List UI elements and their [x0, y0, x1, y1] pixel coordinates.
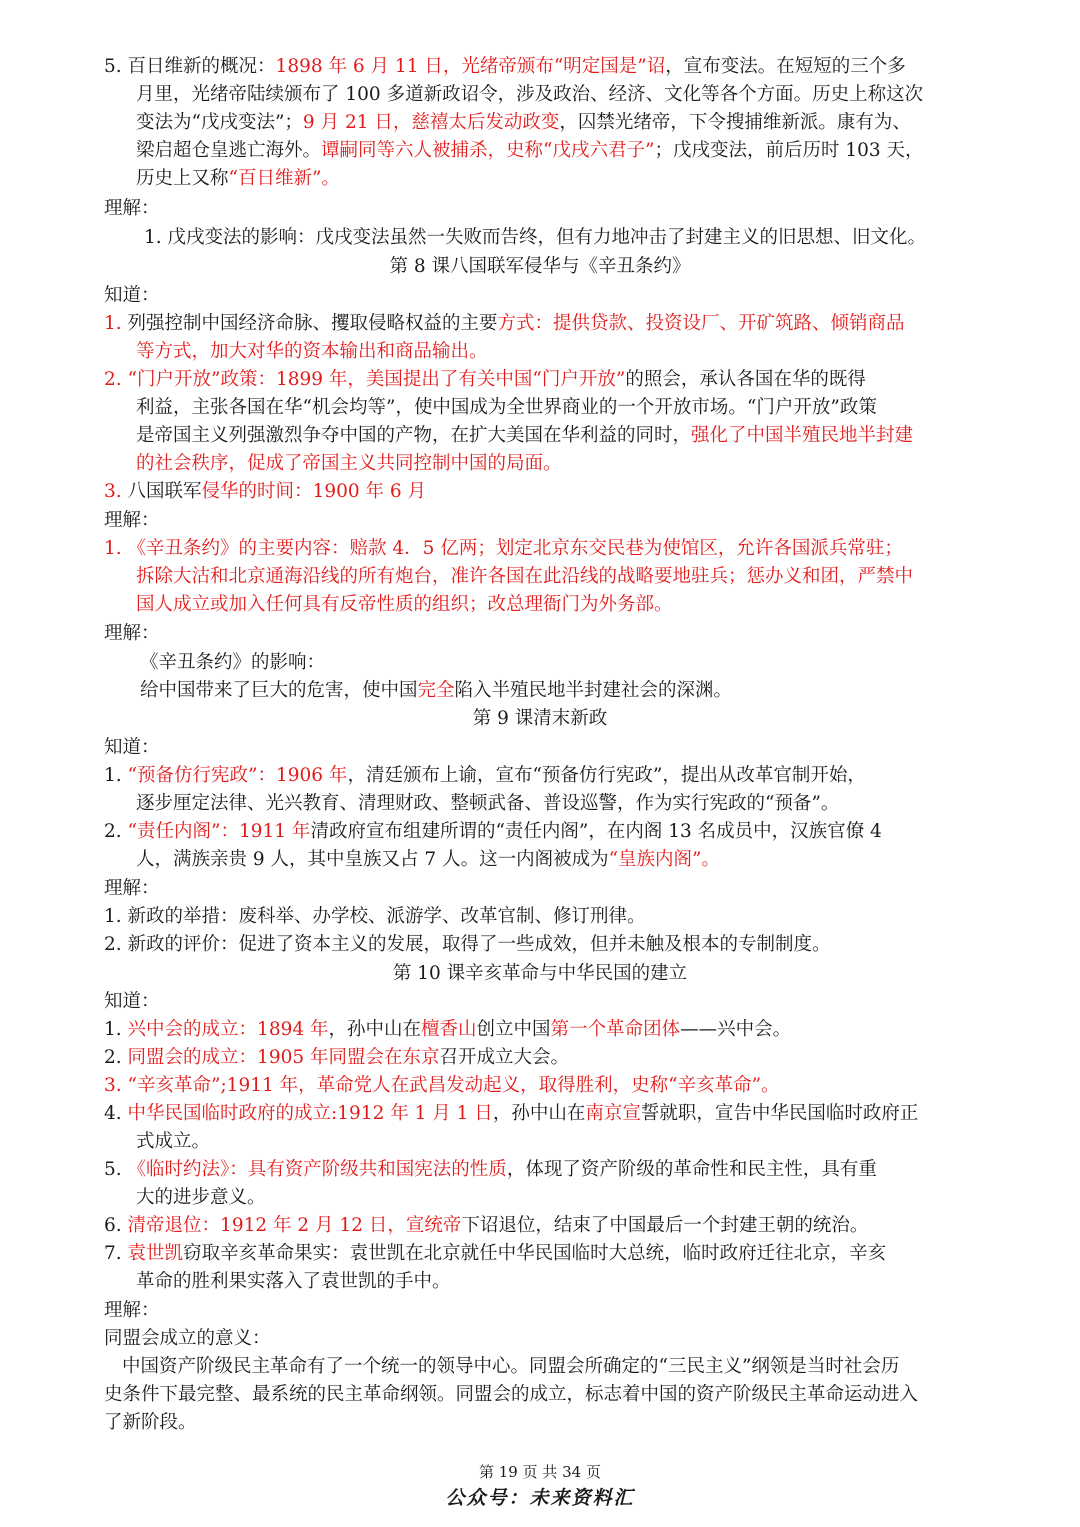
body-text: 《辛丑条约》的影响： — [140, 652, 326, 673]
text-line — [104, 1044, 569, 1072]
text-line — [104, 282, 160, 310]
text-line — [104, 1297, 160, 1325]
body-text: 5. — [104, 1159, 128, 1180]
body-text: 理解： — [104, 878, 160, 899]
text-line — [104, 535, 903, 563]
text-line — [0, 705, 1080, 733]
body-text: 第 9 课清末新政 — [472, 708, 608, 729]
text-line — [104, 818, 882, 846]
text-line — [104, 478, 426, 506]
body-text: 5. 百日维新的概况： — [104, 56, 276, 77]
body-text: ，囚禁光绪帝，下令搜捕维新派。康有为、 — [559, 112, 911, 133]
highlight-text: 同盟会的成立：1905 年同盟会在东京 — [127, 1047, 440, 1068]
text-line — [136, 1268, 451, 1296]
highlight-text: 的社会秩序，促成了帝国主义共同控制中国的局面。 — [136, 453, 562, 474]
highlight-text: 谭嗣同等六人被捕杀，史称“戊戌六君子” — [321, 140, 655, 161]
body-text: 2. — [104, 821, 128, 842]
highlight-text: 袁世凯 — [127, 1243, 184, 1264]
body-text: 6. — [104, 1215, 128, 1236]
text-line — [104, 931, 831, 959]
highlight-text: 拆除大沽和北京通海沿线的所有炮台，准许各国在此沿线的战略要地驻兵；惩办义和团，严禁中 — [136, 566, 914, 587]
text-line — [104, 875, 160, 903]
body-text: ，清廷颁布上谕，宣布“预备仿行宪政”，提出从改革官制开始， — [347, 765, 866, 786]
body-text: 1. — [104, 765, 128, 786]
body-text: 式成立。 — [136, 1131, 211, 1152]
highlight-text: 强化了中国半殖民地半封建 — [691, 425, 914, 446]
text-line — [136, 450, 562, 478]
text-line — [104, 310, 905, 338]
text-line — [0, 253, 1080, 281]
text-line — [104, 1016, 791, 1044]
text-line — [136, 137, 924, 165]
highlight-text: “皇族内阁”。 — [608, 849, 720, 870]
text-line — [136, 394, 877, 422]
body-text: 1. 新政的举措：废科举、办学校、派游学、改革官制、修订刑律。 — [104, 906, 646, 927]
body-text: 清政府宣布组建所谓的“责任内阁”，在内阁 13 名成员中，汉族官僚 4 — [310, 821, 882, 842]
text-line — [136, 790, 839, 818]
body-text: ；戊戌变法，前后历时 103 天， — [654, 140, 924, 161]
text-line — [136, 1184, 266, 1212]
text-line — [104, 1240, 886, 1268]
text-line — [104, 1409, 197, 1437]
highlight-text: 3. “辛亥革命”;1911 年，革命党人在武昌发动起义，取得胜利，史称“辛亥革命”。 — [104, 1075, 780, 1096]
body-text: 下诏退位，结束了中国最后一个封建王朝的统治。 — [461, 1215, 869, 1236]
text-line — [104, 53, 906, 81]
highlight-text: 1. 《辛丑条约》的主要内容：赔款 4．5 亿两；划定北京东交民巷为使馆区，允许各国派兵常驻； — [104, 538, 903, 559]
body-text: 第 10 课辛亥革命与中华民国的建立 — [392, 963, 688, 984]
text-line — [104, 1325, 271, 1353]
body-text: 八国联军 — [121, 481, 202, 502]
body-text: 变法为“戊戌变法”； — [136, 112, 303, 133]
text-line — [104, 620, 160, 648]
text-line — [104, 507, 160, 535]
text-line — [104, 1156, 877, 1184]
body-text: 列强控制中国经济命脉、攫取侵略权益的主要 — [121, 313, 498, 334]
body-text: ，宣布变法。在短短的三个多 — [665, 56, 906, 77]
highlight-text: 1. — [104, 313, 122, 334]
text-line — [136, 165, 340, 193]
highlight-text: 《临时约法》：具有资产阶级共和国宪法的性质 — [127, 1159, 507, 1180]
body-text: 革命的胜利果实落入了袁世凯的手中。 — [136, 1271, 451, 1292]
body-text: 1. 戊戌变法的影响：戊戌变法虽然一失败而告终，但有力地冲击了封建主义的旧思想、旧文化。 — [144, 227, 927, 248]
highlight-text: 第一个革命团体 — [550, 1019, 681, 1040]
body-text: ，孙中山在 — [328, 1019, 422, 1040]
highlight-text: 完全 — [417, 680, 455, 701]
text-line — [104, 1212, 868, 1240]
body-text: 2. 新政的评价：促进了资本主义的发展，取得了一些成效，但并未触及根本的专制制度。 — [104, 934, 831, 955]
highlight-text: 9 月 21 日，慈禧太后发动政变 — [302, 112, 560, 133]
body-text: ，孙中山在 — [492, 1103, 586, 1124]
highlight-text: 侵华的时间：1900 年 6 月 — [201, 481, 427, 502]
body-text: 史条件下最完整、最系统的民主革命纲领。同盟会的成立，标志着中国的资产阶级民主革命运动进入 — [104, 1384, 919, 1405]
body-text: 理解： — [104, 510, 160, 531]
body-text: 理解： — [104, 623, 160, 644]
body-text: 人，满族亲贵 9 人，其中皇族又占 7 人。这一内阁被成为 — [136, 849, 609, 870]
body-text: 了新阶段。 — [104, 1412, 197, 1433]
body-text: 2. — [104, 1047, 128, 1068]
body-text: 逐步厘定法律、光兴教育、清理财政、整顿武备、普设巡警，作为实行宪政的“预备”。 — [136, 793, 840, 814]
body-text: ，体现了资产阶级的革命性和民主性，具有重 — [506, 1159, 877, 1180]
text-line — [136, 1128, 210, 1156]
text-line — [136, 846, 720, 874]
body-text: 陷入半殖民地半封建社会的深渊。 — [454, 680, 733, 701]
highlight-text: 1898 年 6 月 11 日，光绪帝颁布“明定国是”诏 — [275, 56, 666, 77]
highlight-text: 南京宣 — [585, 1103, 641, 1124]
body-text: 7. — [104, 1243, 128, 1264]
text-line — [104, 1100, 918, 1128]
text-line — [104, 366, 866, 394]
highlight-text: 2. — [104, 369, 122, 390]
body-text: 召开成立大会。 — [439, 1047, 570, 1068]
highlight-text: “责任内阁”：1911 年 — [127, 821, 311, 842]
highlight-text: 清帝退位：1912 年 2 月 12 日，宣统帝 — [127, 1215, 462, 1236]
text-line — [104, 195, 160, 223]
text-line — [104, 762, 866, 790]
body-text: 的照会，承认各国在华的既得 — [625, 369, 866, 390]
body-text: 知道： — [104, 991, 160, 1012]
text-line — [140, 677, 732, 705]
body-text: 知道： — [104, 285, 160, 306]
text-line — [136, 422, 913, 450]
body-text: 理解： — [104, 1300, 160, 1321]
body-text: 1. — [104, 1019, 128, 1040]
body-text: 誓就职，宣告中华民国临时政府正 — [640, 1103, 919, 1124]
highlight-text: “门户开放”政策：1899 年，美国提出了有关中国“门户开放” — [121, 369, 626, 390]
body-text: 4. — [104, 1103, 128, 1124]
text-line — [104, 1072, 780, 1100]
text-line — [136, 591, 673, 619]
text-line — [140, 649, 325, 677]
text-line — [136, 81, 923, 109]
text-line — [104, 1381, 918, 1409]
text-line — [0, 960, 1080, 988]
highlight-text: 国人成立或加入任何具有反帝性质的组织；改总理衙门为外务部。 — [136, 594, 673, 615]
highlight-text: 中华民国临时政府的成立:1912 年 1 月 1 日 — [127, 1103, 493, 1124]
highlight-text: 3. — [104, 481, 122, 502]
highlight-text: 兴中会的成立：1894 年 — [127, 1019, 329, 1040]
highlight-text: 方式：提供贷款、投资设厂、开矿筑路、倾销商品 — [497, 313, 905, 334]
body-text: 大的进步意义。 — [136, 1187, 266, 1208]
body-text: 窃取辛亥革命果实：袁世凯在北京就任中华民国临时大总统，临时政府迁往北京，辛亥 — [183, 1243, 887, 1264]
footer-brand: 公众号：未来资料汇 — [445, 1487, 635, 1509]
text-line — [104, 903, 646, 931]
text-line — [104, 734, 160, 762]
body-text: 月里，光绪帝陆续颁布了 100 多道新政诏令，涉及政治、经济、文化等各个方面。历史上称这次 — [136, 84, 924, 105]
body-text: 历史上又称 — [136, 168, 229, 189]
body-text: 给中国带来了巨大的危害，使中国 — [140, 680, 418, 701]
highlight-text: “预备仿行宪政”：1906 年 — [127, 765, 348, 786]
body-text: 第 8 课八国联军侵华与《辛丑条约》 — [389, 256, 691, 277]
text-line — [136, 338, 488, 366]
text-line — [136, 563, 913, 591]
body-text: 知道： — [104, 737, 160, 758]
body-text: 理解： — [104, 198, 160, 219]
text-line — [122, 1353, 899, 1381]
text-line — [104, 988, 160, 1016]
body-text: 中国资产阶级民主革命有了一个统一的领导中心。同盟会所确定的“三民主义”纲领是当时社会历 — [122, 1356, 900, 1377]
text-line — [136, 109, 911, 137]
text-line — [144, 224, 926, 252]
body-text: 同盟会成立的意义： — [104, 1328, 271, 1349]
page-number: 第 19 页 共 34 页 — [478, 1463, 601, 1481]
body-text: ——兴中会。 — [680, 1019, 792, 1040]
body-text: 创立中国 — [476, 1019, 551, 1040]
body-text: 利益，主张各国在华“机会均等”，使中国成为全世界商业的一个开放市场。“门户开放”政策 — [136, 397, 877, 418]
body-text: 梁启超仓皇逃亡海外。 — [136, 140, 322, 161]
highlight-text: “百日维新”。 — [228, 168, 340, 189]
body-text: 是帝国主义列强激烈争夺中国的产物，在扩大美国在华利益的同时， — [136, 425, 692, 446]
highlight-text: 等方式，加大对华的资本输出和商品输出。 — [136, 341, 488, 362]
highlight-text: 檀香山 — [421, 1019, 477, 1040]
